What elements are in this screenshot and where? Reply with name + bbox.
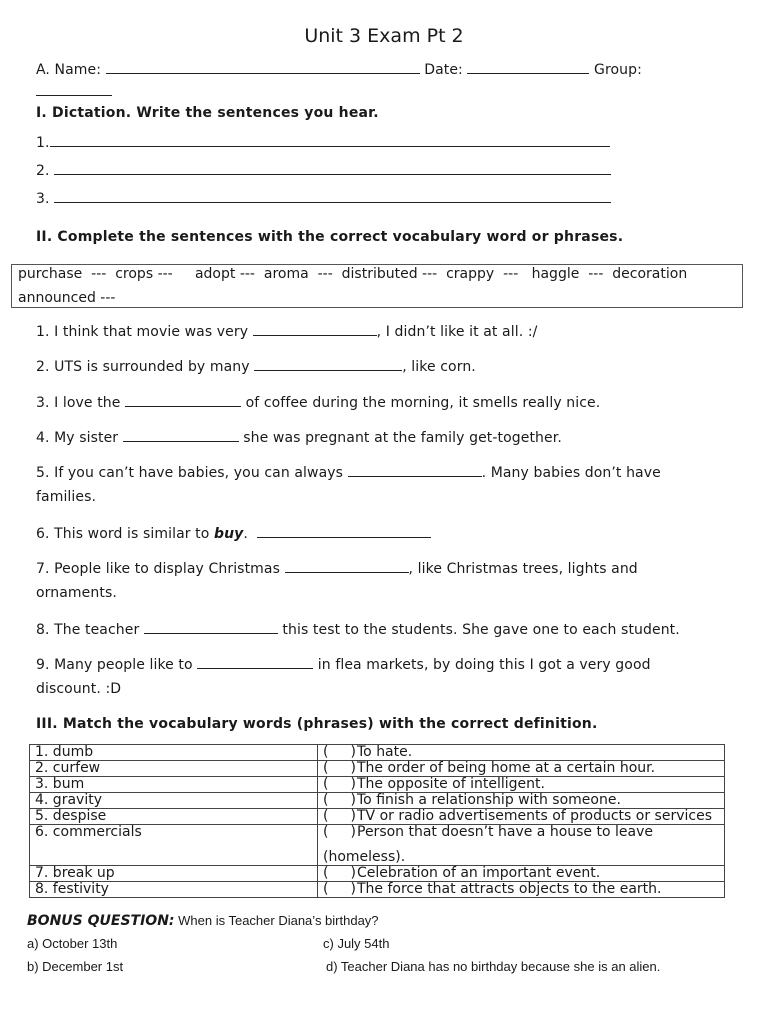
section-3-heading: III. Match the vocabulary words (phrases) with the correct definition. bbox=[36, 716, 598, 732]
match-definition-cell bbox=[318, 793, 725, 809]
paren-open: ( bbox=[323, 760, 329, 776]
question-text: 8. The teacher bbox=[36, 622, 144, 638]
question-text: , I didn’t like it at all. :/ bbox=[376, 324, 538, 340]
match-answer-slot[interactable] bbox=[323, 793, 357, 808]
bonus-option-a[interactable]: a) October 13th bbox=[27, 936, 118, 951]
matching-row bbox=[30, 882, 725, 898]
question-2 bbox=[36, 357, 476, 375]
matching-row bbox=[30, 809, 725, 825]
exam-title: Unit 3 Exam Pt 2 bbox=[304, 25, 464, 47]
question-text: 1. I think that movie was very bbox=[36, 324, 253, 340]
paren-open: ( bbox=[323, 792, 329, 808]
paren-close: ) bbox=[350, 760, 356, 776]
question-6 bbox=[36, 524, 431, 542]
match-word: 6. commercials bbox=[30, 825, 318, 866]
name-label: A. Name: bbox=[36, 62, 102, 78]
answer-blank[interactable] bbox=[197, 655, 313, 669]
question-3 bbox=[36, 393, 600, 411]
match-word: 8. festivity bbox=[30, 882, 318, 898]
matching-row bbox=[30, 866, 725, 882]
question-text: 4. My sister bbox=[36, 430, 123, 446]
match-answer-slot[interactable] bbox=[323, 866, 357, 881]
question-7 bbox=[36, 559, 638, 577]
question-text: this test to the students. She gave one to each student. bbox=[277, 622, 680, 638]
question-text: of coffee during the morning, it smells really nice. bbox=[241, 395, 601, 411]
match-definition: The opposite of intelligent. bbox=[357, 776, 545, 792]
matching-row bbox=[30, 761, 725, 777]
match-answer-slot[interactable] bbox=[323, 777, 357, 792]
answer-blank[interactable] bbox=[257, 524, 431, 538]
paren-close: ) bbox=[350, 808, 356, 824]
match-definition-cell bbox=[318, 866, 725, 882]
question-8 bbox=[36, 620, 680, 638]
question-text: 3. I love the bbox=[36, 395, 126, 411]
group-label: Group: bbox=[594, 62, 642, 78]
question-5-continued: families. bbox=[36, 489, 97, 505]
match-word: 5. despise bbox=[30, 809, 318, 825]
match-definition-cell bbox=[318, 761, 725, 777]
paren-close: ) bbox=[350, 824, 356, 840]
question-7-continued: ornaments. bbox=[36, 585, 117, 601]
question-text: 2. UTS is surrounded by many bbox=[36, 359, 255, 375]
match-definition-cell bbox=[318, 882, 725, 898]
match-definition: TV or radio advertisements of products or services bbox=[357, 808, 712, 824]
bonus-question-text: When is Teacher Diana’s birthday? bbox=[174, 913, 379, 928]
dictation-line-3 bbox=[36, 189, 611, 207]
bonus-option-c[interactable]: c) July 54th bbox=[323, 936, 390, 951]
answer-blank[interactable] bbox=[254, 357, 402, 371]
matching-row bbox=[30, 793, 725, 809]
answer-blank[interactable] bbox=[348, 463, 482, 477]
match-definition: Person that doesn’t have a house to leave bbox=[357, 824, 653, 840]
match-answer-slot[interactable] bbox=[323, 761, 357, 776]
dictation-line-1 bbox=[36, 133, 610, 151]
question-1 bbox=[36, 322, 537, 340]
match-definition-cell bbox=[318, 777, 725, 793]
word-bank-line-2: announced --- bbox=[18, 290, 116, 306]
match-answer-slot[interactable] bbox=[323, 809, 357, 824]
paren-open: ( bbox=[323, 744, 329, 760]
question-text: , like corn. bbox=[402, 359, 476, 375]
question-9-continued: discount. :D bbox=[36, 681, 122, 697]
match-definition-cell bbox=[318, 745, 725, 761]
match-definition: The force that attracts objects to the earth. bbox=[357, 881, 662, 897]
dictation-line-2 bbox=[36, 161, 611, 179]
paren-close: ) bbox=[350, 881, 356, 897]
word-bank-box bbox=[11, 264, 743, 308]
matching-row bbox=[30, 745, 725, 761]
question-text: in flea markets, by doing this I got a very good bbox=[313, 657, 651, 673]
matching-row bbox=[30, 825, 725, 866]
match-answer-slot[interactable] bbox=[323, 825, 357, 840]
question-text: she was pregnant at the family get-together. bbox=[238, 430, 562, 446]
question-text: 7. People like to display Christmas bbox=[36, 561, 285, 577]
student-info-line bbox=[36, 60, 642, 78]
answer-blank[interactable] bbox=[285, 559, 409, 573]
match-word: 7. break up bbox=[30, 866, 318, 882]
match-word: 2. curfew bbox=[30, 761, 318, 777]
match-definition: To hate. bbox=[357, 744, 413, 760]
match-word: 3. bum bbox=[30, 777, 318, 793]
group-field[interactable] bbox=[36, 82, 112, 96]
question-text: 9. Many people like to bbox=[36, 657, 198, 673]
paren-open: ( bbox=[323, 865, 329, 881]
paren-close: ) bbox=[350, 776, 356, 792]
section-2-heading: II. Complete the sentences with the correct vocabulary word or phrases. bbox=[36, 229, 624, 245]
date-field[interactable] bbox=[467, 60, 589, 74]
match-definition: The order of being home at a certain hour. bbox=[357, 760, 656, 776]
match-answer-slot[interactable] bbox=[323, 882, 357, 897]
answer-blank[interactable] bbox=[123, 428, 239, 442]
answer-blank[interactable] bbox=[144, 620, 278, 634]
question-text: 5. If you can’t have babies, you can always bbox=[36, 465, 348, 481]
emphasized-word: buy bbox=[213, 526, 244, 542]
question-5 bbox=[36, 463, 661, 481]
question-text: 6. This word is similar to bbox=[36, 526, 214, 542]
match-definition: Celebration of an important event. bbox=[357, 865, 601, 881]
match-word: 4. gravity bbox=[30, 793, 318, 809]
question-text: . bbox=[243, 526, 258, 542]
matching-row bbox=[30, 777, 725, 793]
dictation-number: 2. bbox=[36, 163, 50, 179]
name-field[interactable] bbox=[106, 60, 420, 74]
question-9 bbox=[36, 655, 651, 673]
bonus-label: BONUS QUESTION: bbox=[27, 913, 175, 929]
answer-blank[interactable] bbox=[253, 322, 377, 336]
question-4 bbox=[36, 428, 562, 446]
paren-close: ) bbox=[350, 744, 356, 760]
matching-table bbox=[29, 744, 725, 898]
question-text: . Many babies don’t have bbox=[481, 465, 661, 481]
paren-close: ) bbox=[350, 865, 356, 881]
match-definition-cell bbox=[318, 825, 725, 866]
bonus-option-b[interactable]: b) December 1st bbox=[27, 959, 124, 974]
match-answer-slot[interactable] bbox=[323, 745, 357, 760]
paren-open: ( bbox=[323, 824, 329, 840]
group-field-line bbox=[36, 81, 112, 100]
date-label: Date: bbox=[424, 62, 463, 78]
paren-open: ( bbox=[323, 881, 329, 897]
match-word: 1. dumb bbox=[30, 745, 318, 761]
paren-open: ( bbox=[323, 808, 329, 824]
word-bank-line-1: purchase --- crops --- adopt --- aroma --- distributed --- crappy --- haggle --- decoration bbox=[18, 266, 688, 282]
answer-blank[interactable] bbox=[125, 393, 241, 407]
dictation-answer-field[interactable] bbox=[50, 133, 610, 147]
paren-close: ) bbox=[350, 792, 356, 808]
dictation-number: 3. bbox=[36, 191, 50, 207]
dictation-number: 1. bbox=[36, 135, 50, 151]
paren-open: ( bbox=[323, 776, 329, 792]
dictation-answer-field[interactable] bbox=[54, 189, 611, 203]
bonus-question bbox=[27, 910, 379, 929]
match-definition-cell bbox=[318, 809, 725, 825]
match-definition-continued: (homeless). bbox=[323, 849, 406, 865]
match-definition: To finish a relationship with someone. bbox=[357, 792, 621, 808]
question-text: , like Christmas trees, lights and bbox=[408, 561, 638, 577]
dictation-answer-field[interactable] bbox=[54, 161, 611, 175]
section-1-heading: I. Dictation. Write the sentences you hear. bbox=[36, 105, 379, 121]
bonus-option-d[interactable]: d) Teacher Diana has no birthday because she is an alien. bbox=[326, 959, 661, 974]
